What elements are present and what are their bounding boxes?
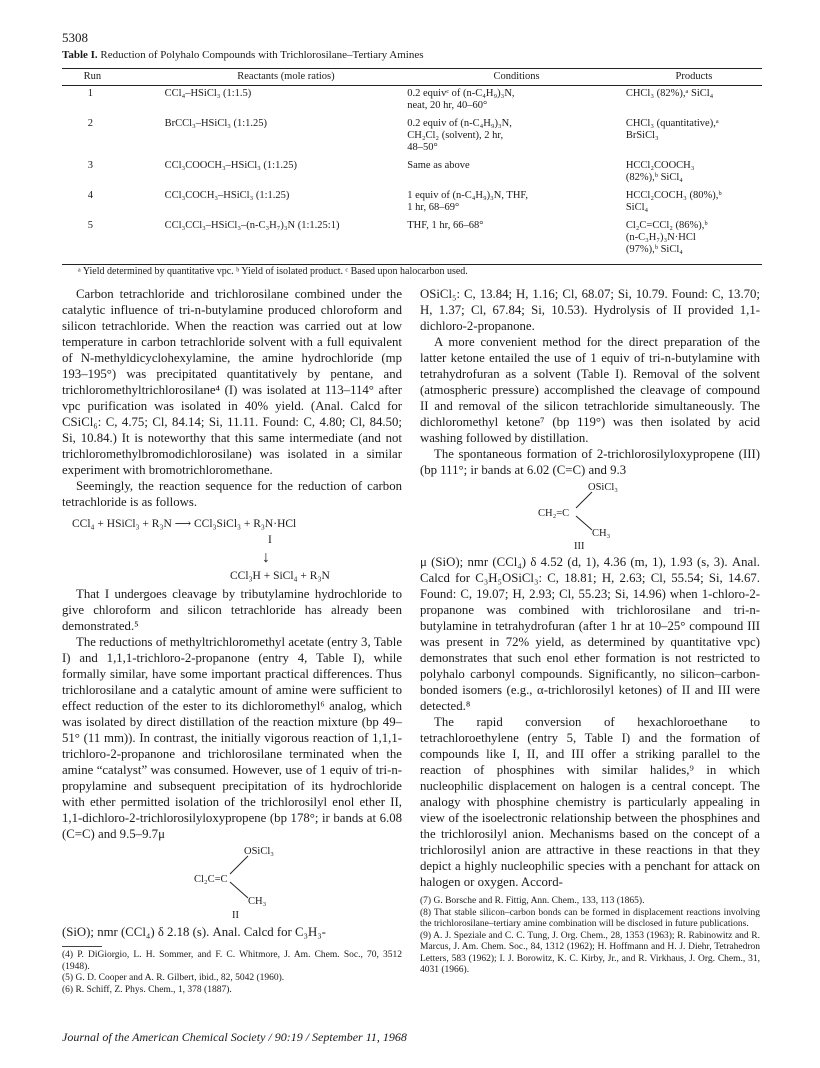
table-footnotes: ᵃ Yield determined by quantitative vpc. ᵇ Yield of isolated product. ᶜ Based upon halocarbon used. [78,266,468,277]
cell-run: 3 [87,160,93,171]
reference: (7) G. Borsche and R. Fittig, Ann. Chem., 133, 113 (1865). [420,896,645,906]
paragraph: A more convenient method for the direct preparation of the latter ketone entailed the use of 1 equiv of tri-n-butylamine with tetrahydrofuran as a solvent (Table I). Removal of the solvent (atmospheric pressure) accomplished the cleavage of compound II and removal of the silicon tetrachloride simultaneously. The dichloromethyl ketone⁷ (bp 119°) was then isolated by acid washing followed by distillation. [420,335,760,445]
paragraph: That I undergoes cleavage by tributylamine hydrochloride to give chloroform and silicon tetrachloride has already been demonstrated.⁵ [62,587,402,633]
table-label: Table I. [62,49,98,61]
left-column [62,286,402,996]
table-row [62,188,762,218]
cell-products: HCCl₂COOCH₃ (82%),ᵇ SiCl₄ [625,160,695,183]
references-right [420,896,760,977]
structure-II [62,844,402,922]
references-left [62,946,402,996]
cell-products: Cl₂C=CCl₂ (86%),ᵇ (n-C₃H₇)₃N·HCl (97%),ᵇ SiCl₄ [625,220,708,255]
cell-run: 1 [87,88,93,99]
page-number: 5308 [62,30,88,45]
paragraph: The reductions of methyltrichloromethyl acetate (entry 3, Table I) and 1,1,1-trichloro-2-propanone (entry 4, Table I), while formally similar, have some important practical differences. Thus trichlorosilane and a catalytic amount of amine were sufficient to effect reduction of the ester to its dichloromethyl⁶ analog, which was isolated by direct distillation of the reaction mixture (bp 49–51° (11 mm)). In contrast, the initially vigorous reaction of 1,1,1-trichloro-2-propanone and trichlorosilane terminated when the amine “catalyst” was consumed. However, use of 1 equiv of tri-n-propylamine and subsequent precipitation of its hydrochloride with ether permitted isolation of the trichlorosilyl enol ether II, 1,1-dichloro-2-trichlorosilyloxypropene (bp 178°; ir bands at 6.08 (C=C) and 9.5–9.7μ [62,635,402,841]
reaction-equation [62,516,402,584]
equation-label-I: I [268,534,272,546]
references-divider [62,946,102,947]
cell-run: 4 [87,190,93,201]
reference: (9) A. J. Speziale and C. C. Tung, J. Org. Chem., 28, 1353 (1963); R. Rabinowitz and R. Marcus, J. Am. Chem. Soc., 84, 1312 (1962); H. Hoffmann and H. J. Diehr, Tetrahedron Letters, 583 (1962); I. J. Borowitz, K. C. Kirby, Jr., and R. Virkhaus, J. Org. Chem., 31, 4031 (1966). [420,930,760,975]
cell-conditions: THF, 1 hr, 66–68° [407,220,484,231]
table-caption: Reduction of Polyhalo Compounds with Trichlorosilane–Tertiary Amines [100,49,424,61]
paragraph: OSiCl₅: C, 13.84; H, 1.16; Cl, 68.07; Si, 10.79. Found: C, 13.70; H, 1.37; Cl, 67.84; Si, 10.53). Hydrolysis of II provided 1,1-dichloro-2-propanone. [420,287,760,333]
reference: (4) P. DiGiorgio, L. H. Sommer, and F. C. Whitmore, J. Am. Chem. Soc., 70, 3512 (1948). [62,950,402,972]
cell-products: CHCl₃ (82%),ᵃ SiCl₄ [625,88,714,99]
table-header-row [62,69,762,86]
cell-reactants: CCl₃COOCH₃–HSiCl₃ (1:1.25) [164,160,297,171]
paragraph: Carbon tetrachloride and trichlorosilane combined under the catalytic influence of tri-n-butylamine produced chloroform and silicon tetrachloride. When the reaction was carried out at low temperature in carbon tetrachloride solvent with a full equivalent of N-methyldicyclohexylamine, the amine hydrochloride (mp 193–195°) was precipitated quantitatively by pentane, and trichloromethyltrichlorosilane⁴ (I) was isolated at 113–114° after vpc purification was isolated in 40% yield. (Anal. Calcd for CSiCl₆: C, 4.75; Cl, 84.14; Si, 11.11. Found: C, 4.80; Cl, 84.50; Si, 10.84.) It is noteworthy that this same intermediate (and not trichloromethylbromodichlorosilane) was isolated in a similar experiment with bromotrichloromethane. [62,287,402,477]
equation-line-2: CCl₃H + SiCl₄ + R₃N [230,570,330,582]
reference: (8) That stable silicon–carbon bonds can be formed in displacement reactions involving the trichlorosilane–tertiary amine combination will be disclosed in future publications. [420,907,760,929]
cell-reactants: CCl₄–HSiCl₃ (1:1.5) [164,88,252,99]
table-row [62,158,762,188]
compound-label-III: III [574,541,585,552]
structure-III [420,480,760,552]
reference: (6) R. Schiff, Z. Phys. Chem., 1, 378 (1887). [62,984,232,995]
table-row [62,116,762,158]
cell-reactants: CCl₃COCH₃–HSiCl₃ (1:1.25) [164,190,290,201]
paragraph: The rapid conversion of hexachloroethane to tetrachloroethylene (entry 5, Table I) and the formation of compounds like I, II, and III offer a striking parallel to the reaction of phosphines with similar halides,⁹ in which nucleophilic displacement on halogen is a central concept. The analogy with phosphine chemistry is particularly appealing in view of the isoelectronic relationship between the phosphines and the trichlorosilyl anion. Mechanisms based on the concept of a trichlorosilyl anion are attractive in these reactions in that they depict a highly nucleophilic species with a penchant for attack on halogen or oxygen. Accord- [420,715,760,889]
cell-conditions: 1 equiv of (n-C₄H₉)₃N, THF, 1 hr, 68–69° [407,190,529,213]
header-reactants: Reactants (mole ratios) [237,71,335,82]
reference: (5) G. D. Cooper and A. R. Gilbert, ibid., 82, 5042 (1960). [62,973,285,983]
osicl3-label: OSiCl₃ [588,482,618,493]
cell-conditions: Same as above [407,160,470,171]
journal-footer: Journal of the American Chemical Society / 90:19 / September 11, 1968 [62,1030,407,1044]
header-run: Run [83,71,102,82]
cell-products: HCCl₂COCH₃ (80%),ᵇ SiCl₄ [625,190,722,213]
cell-products: CHCl₃ (quantitative),ᵃ BrSiCl₃ [625,118,719,141]
paragraph: The spontaneous formation of 2-trichlorosilyloxypropene (III) (bp 111°; ir bands at 6.02 (C=C) and 9.3 [420,447,760,477]
cell-run: 2 [87,118,93,129]
paragraph: (SiO); nmr (CCl₄) δ 2.18 (s). Anal. Calcd for C₃H₃- [62,925,326,939]
cell-reactants: CCl₃CCl₃–HSiCl₃–(n-C₃H₇)₃N (1:1.25:1) [164,220,340,231]
osicl3-label: OSiCl₃ [244,846,274,857]
cell-run: 5 [87,220,93,231]
reduction-table [62,68,762,265]
methylene-label: CH₂=C [538,508,570,519]
down-arrow-icon: ↓ [262,549,270,566]
methyl-label: CH₃ [592,528,611,539]
header-products: Products [675,71,713,82]
cell-reactants: BrCCl₃–HSiCl₃ (1:1.25) [164,118,268,129]
equation-line-1: CCl₄ + HSiCl₃ + R₃N ⟶ CCl₃SiCl₃ + R₃N·HCl [72,518,297,530]
table-title [62,49,424,61]
paragraph: Seemingly, the reaction sequence for the reduction of carbon tetrachloride is as follows. [62,479,402,509]
methyl-label: CH₃ [248,896,267,907]
table-row [62,86,762,117]
paragraph: μ (SiO); nmr (CCl₄) δ 4.52 (d, 1), 4.36 (m, 1), 1.93 (s, 3). Anal. Calcd for C₃H₅OSiCl₃: C, 18.81; H, 2.63; Cl, 55.54; Si, 14.67. Found: C, 19.07; H, 2.93; Cl, 55.23; Si, 14.96) when 1-chloro-2-propanone was combined with trichlorosilane and tri-n-butylamine in tetrahydrofuran (after 1 hr at 10–25° compound III was present in 72% yield, as determined by quantitative vpc) demonstrates that such enol ether formation is not restricted to polyhalo carbonyl compounds. Significantly, no silicon–carbon-bonded isomers (e.g., α-trichlorosilyl ketones) of II and III were detected.⁸ [420,555,760,713]
table-row [62,218,762,265]
cell-conditions: 0.2 equivᶜ of (n-C₄H₉)₃N, neat, 20 hr, 40–60° [407,88,515,111]
right-column [420,286,760,977]
dichlorovinyl-label: Cl₂C=C [194,874,228,885]
header-conditions: Conditions [493,71,540,82]
compound-label-II: II [232,910,239,921]
cell-conditions: 0.2 equiv of (n-C₄H₉)₃N, CH₂Cl₂ (solvent), 2 hr, 48–50° [407,118,512,153]
